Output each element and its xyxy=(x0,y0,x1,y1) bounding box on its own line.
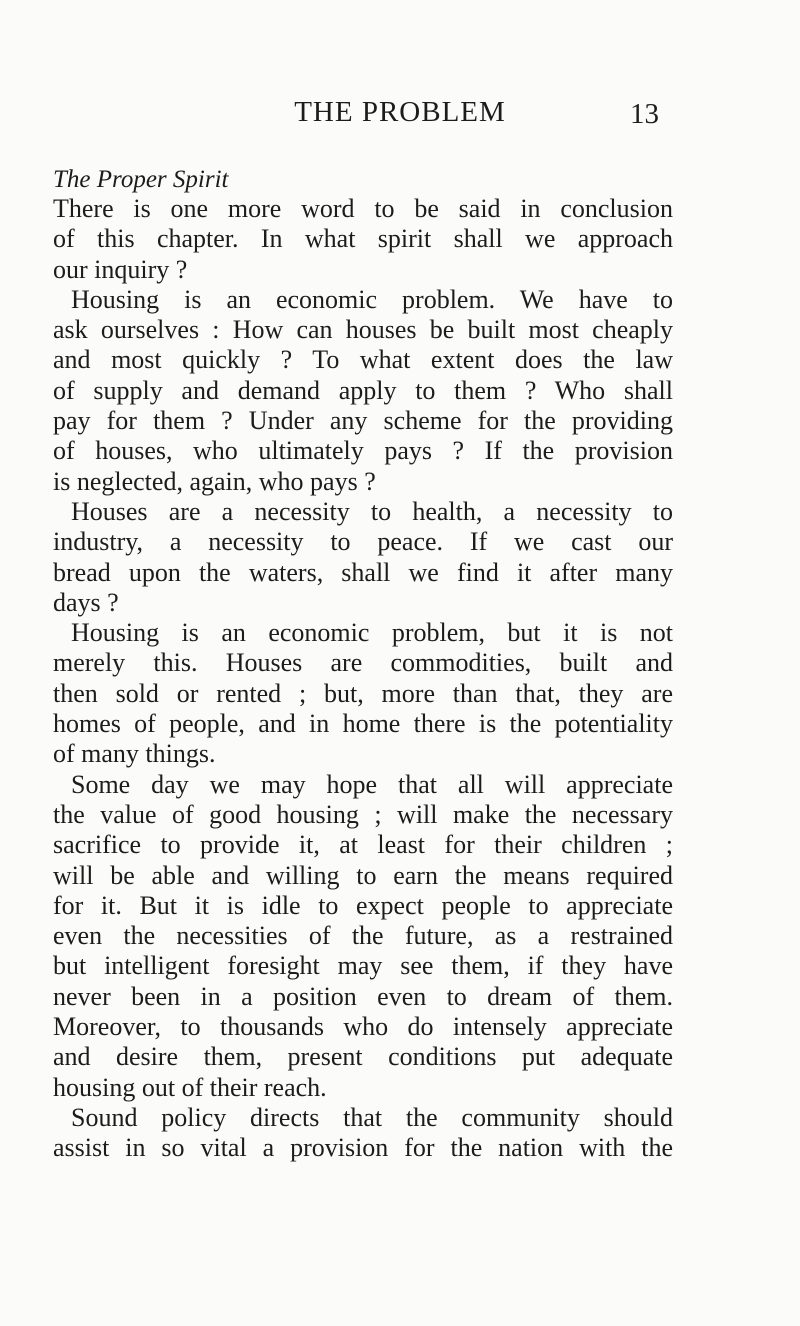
text-line: sacrifice to provide it, at least for their children ; xyxy=(53,830,673,860)
text-line: of supply and demand apply to them ? Who shall xyxy=(53,375,673,405)
text-line: never been in a position even to dream of them. xyxy=(53,981,673,1011)
text-line: Some day we may hope that all will appreciate xyxy=(71,769,673,799)
text-line: of this chapter. In what spirit shall we approach xyxy=(53,224,673,254)
text-line: days ? xyxy=(53,587,119,617)
text-line: Housing is an economic problem, but it is not xyxy=(71,618,673,648)
text-line: There is one more word to be said in conclusion xyxy=(53,194,673,223)
text-line: assist in so vital a provision for the nation with the xyxy=(53,1133,673,1163)
text-line: pay for them ? Under any scheme for the providing xyxy=(53,406,673,436)
body-text xyxy=(53,194,673,1164)
text-line: ask ourselves : How can houses be built most cheaply xyxy=(53,315,673,345)
text-line: even the necessities of the future, as a restrained xyxy=(53,921,673,951)
running-head: THE PROBLEM xyxy=(294,96,506,128)
text-line: housing out of their reach. xyxy=(53,1072,327,1102)
page-header xyxy=(0,96,800,136)
text-line: merely this. Houses are commodities, built and xyxy=(53,648,673,678)
text-line: and desire them, present conditions put adequate xyxy=(53,1042,673,1072)
text-line: the value of good housing ; will make the necessary xyxy=(53,799,673,829)
text-line: but intelligent foresight may see them, if they have xyxy=(53,951,673,981)
text-line: is neglected, again, who pays ? xyxy=(53,466,376,496)
text-line: and most quickly ? To what extent does the law xyxy=(53,345,673,375)
text-line: of many things. xyxy=(53,739,216,769)
text-line: industry, a necessity to peace. If we cast our xyxy=(53,527,673,557)
section-heading: The Proper Spirit xyxy=(53,166,229,193)
page-number: 13 xyxy=(630,98,659,130)
text-line: of houses, who ultimately pays ? If the provision xyxy=(53,436,673,466)
text-line: bread upon the waters, shall we find it after many xyxy=(53,557,673,587)
text-line: will be able and willing to earn the means required xyxy=(53,860,673,890)
text-line: then sold or rented ; but, more than that, they are xyxy=(53,678,673,708)
text-line: Houses are a necessity to health, a necessity to xyxy=(71,496,673,526)
text-line: Moreover, to thousands who do intensely appreciate xyxy=(53,1012,673,1042)
text-line: our inquiry ? xyxy=(53,254,188,284)
text-line: Housing is an economic problem. We have to xyxy=(71,284,673,314)
text-line: Sound policy directs that the community should xyxy=(71,1102,673,1132)
text-line: for it. But it is idle to expect people to appreciate xyxy=(53,890,673,920)
text-line: homes of people, and in home there is the potentiality xyxy=(53,709,673,739)
